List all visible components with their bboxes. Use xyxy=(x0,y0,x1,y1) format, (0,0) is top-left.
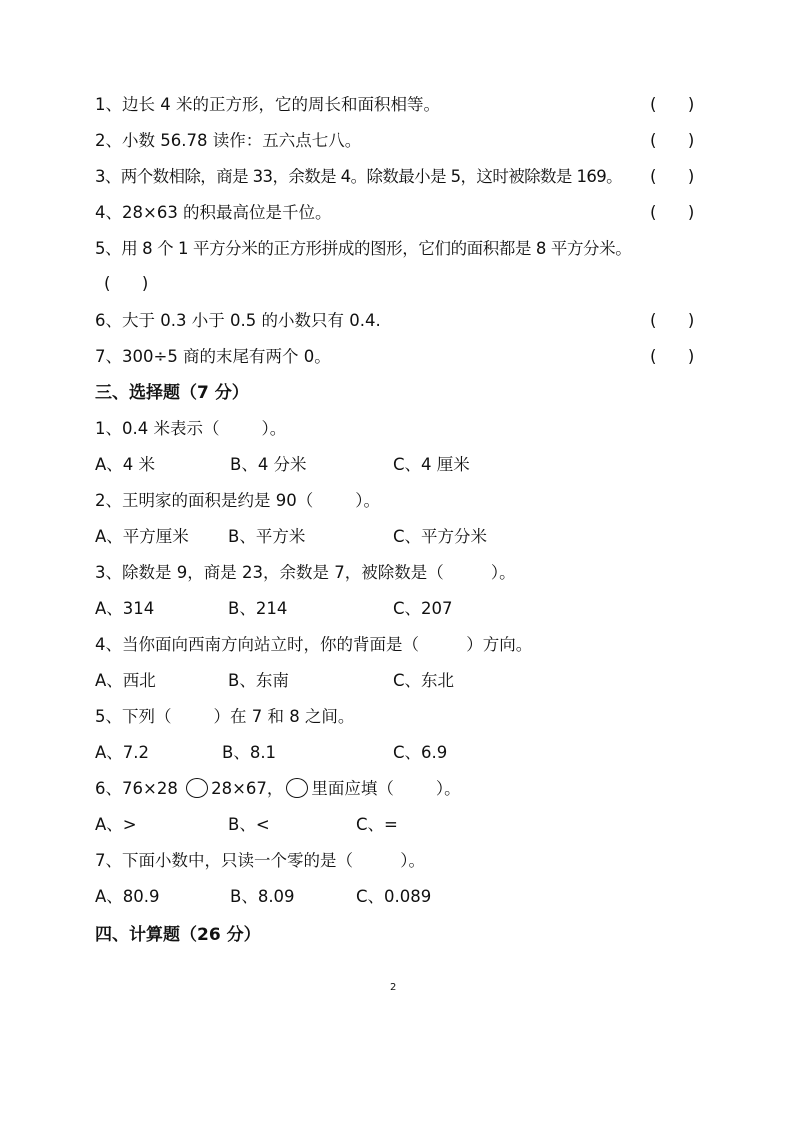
choice-question-6 xyxy=(95,778,461,800)
judgment-item-1: 1、边长 4 米的正方形，它的周长和面积相等。 xyxy=(95,95,440,114)
choice-6-option-c[interactable]: C、= xyxy=(356,815,398,834)
judgment-item-7: 7、300÷5 商的末尾有两个 0。 xyxy=(95,347,331,366)
choice-question-6-part1: 6、76×28 xyxy=(95,779,178,798)
answer-paren-2[interactable]: ( ) xyxy=(650,131,695,150)
choice-5-option-a[interactable]: A、7.2 xyxy=(95,743,150,762)
choice-7-option-c[interactable]: C、0.089 xyxy=(356,887,432,906)
choice-2-option-a[interactable]: A、平方厘米 xyxy=(95,527,189,546)
choice-5-option-c[interactable]: C、6.9 xyxy=(393,743,448,762)
judgment-item-3: 3、两个数相除，商是 33，余数是 4。除数最小是 5，这时被除数是 169。 xyxy=(95,167,623,186)
answer-paren-3[interactable]: ( ) xyxy=(650,167,695,186)
choice-7-option-b[interactable]: B、8.09 xyxy=(230,887,295,906)
choice-question-4: 4、当你面向西南方向站立时，你的背面是（ ）方向。 xyxy=(95,635,533,654)
answer-paren-7[interactable]: ( ) xyxy=(650,347,695,366)
answer-paren-1[interactable]: ( ) xyxy=(650,95,695,114)
choice-6-option-a[interactable]: A、> xyxy=(95,815,137,834)
comparison-circle-blank[interactable] xyxy=(186,778,208,798)
choice-1-option-c[interactable]: C、4 厘米 xyxy=(393,455,470,474)
choice-1-option-b[interactable]: B、4 分米 xyxy=(230,455,307,474)
answer-paren-5[interactable]: ( ) xyxy=(104,274,149,293)
answer-paren-4[interactable]: ( ) xyxy=(650,203,695,222)
choice-3-option-a[interactable]: A、314 xyxy=(95,599,155,618)
choice-question-5: 5、下列（ ）在 7 和 8 之间。 xyxy=(95,707,355,726)
choice-2-option-c[interactable]: C、平方分米 xyxy=(393,527,488,546)
choice-question-6-part3: 里面应填（ ）。 xyxy=(311,779,461,798)
page-number: 2 xyxy=(390,982,397,993)
choice-5-option-b[interactable]: B、8.1 xyxy=(222,743,277,762)
answer-paren-6[interactable]: ( ) xyxy=(650,311,695,330)
choice-4-option-c[interactable]: C、东北 xyxy=(393,671,455,690)
choice-question-7: 7、下面小数中，只读一个零的是（ ）。 xyxy=(95,851,425,870)
choice-6-option-b[interactable]: B、< xyxy=(228,815,270,834)
choice-question-6-part2: 28×67， xyxy=(211,779,284,798)
choice-7-option-a[interactable]: A、80.9 xyxy=(95,887,160,906)
choice-1-option-a[interactable]: A、4 米 xyxy=(95,455,156,474)
judgment-item-5: 5、用 8 个 1 平方分米的正方形拼成的图形，它们的面积都是 8 平方分米。 xyxy=(95,239,632,258)
judgment-item-6: 6、大于 0.3 小于 0.5 的小数只有 0.4. xyxy=(95,311,381,330)
judgment-item-4: 4、28×63 的积最高位是千位。 xyxy=(95,203,332,222)
judgment-item-2: 2、小数 56.78 读作：五六点七八。 xyxy=(95,131,362,150)
choice-2-option-b[interactable]: B、平方米 xyxy=(228,527,306,546)
choice-question-3: 3、除数是 9，商是 23，余数是 7，被除数是（ ）。 xyxy=(95,563,516,582)
choice-4-option-b[interactable]: B、东南 xyxy=(228,671,289,690)
comparison-circle-reference xyxy=(286,778,308,798)
choice-question-2: 2、王明家的面积是约是 90（ ）。 xyxy=(95,491,380,510)
section-heading-choice: 三、选择题（7 分） xyxy=(95,383,249,403)
choice-3-option-c[interactable]: C、207 xyxy=(393,599,453,618)
choice-question-1: 1、0.4 米表示（ ）。 xyxy=(95,419,287,438)
section-heading-calculation: 四、计算题（26 分） xyxy=(95,925,261,945)
choice-4-option-a[interactable]: A、西北 xyxy=(95,671,156,690)
choice-3-option-b[interactable]: B、214 xyxy=(228,599,288,618)
